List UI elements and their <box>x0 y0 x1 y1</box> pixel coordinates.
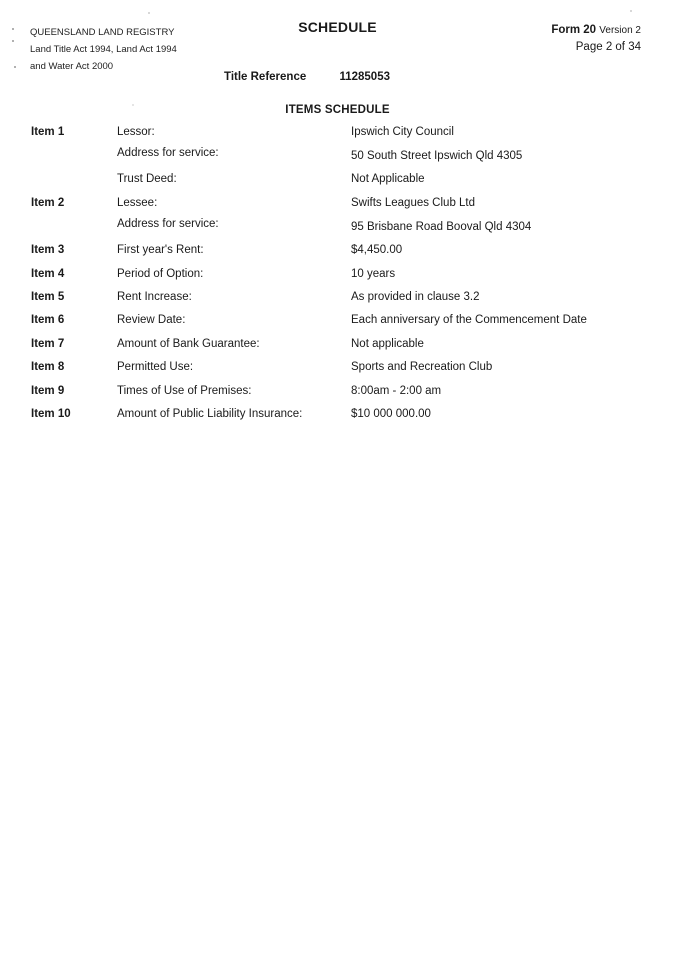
item-label: Permitted Use: <box>117 361 194 374</box>
item-value: $4,450.00 <box>351 244 403 257</box>
form-version: Version 2 <box>599 25 641 36</box>
item-value: Not applicable <box>351 337 424 350</box>
schedule-row <box>31 408 651 431</box>
item-label: Review Date: <box>117 314 186 327</box>
item-value: 95 Brisbane Road Booval Qld 4304 <box>351 221 532 234</box>
items-schedule-heading: ITEMS SCHEDULE <box>285 104 390 116</box>
item-label: Times of Use of Premises: <box>117 384 252 397</box>
title-reference-value: 11285053 <box>339 71 390 83</box>
schedule-row <box>31 149 651 173</box>
page-number: Page 2 of 34 <box>575 41 641 53</box>
item-value: 10 years <box>351 267 396 280</box>
items-schedule-table <box>31 126 651 431</box>
schedule-row <box>31 314 651 337</box>
form-name: Form 20 <box>551 24 597 36</box>
item-label: Address for service: <box>117 218 219 231</box>
item-number: Item 4 <box>31 267 65 280</box>
item-number: Item 7 <box>31 337 65 350</box>
scan-speck <box>14 66 16 68</box>
item-value: Swifts Leagues Club Ltd <box>351 196 476 209</box>
item-value: 50 South Street Ipswich Qld 4305 <box>351 150 523 163</box>
item-number: Item 5 <box>31 290 65 303</box>
scan-speck <box>148 12 150 14</box>
schedule-row <box>31 244 651 267</box>
schedule-row <box>31 126 651 149</box>
item-value: Not Applicable <box>351 173 425 186</box>
schedule-row <box>31 220 651 244</box>
item-value: $10 000 000.00 <box>351 407 431 420</box>
item-number: Item 2 <box>31 196 65 209</box>
item-label: Trust Deed: <box>117 173 177 186</box>
scan-speck <box>12 40 14 42</box>
item-value: As provided in clause 3.2 <box>351 290 480 303</box>
document-title: SCHEDULE <box>298 19 377 35</box>
schedule-row <box>31 268 651 291</box>
schedule-row <box>31 338 651 361</box>
item-number: Item 8 <box>31 361 65 374</box>
item-number: Item 6 <box>31 314 65 327</box>
schedule-row <box>31 173 651 196</box>
registry-name: QUEENSLAND LAND REGISTRY <box>30 27 175 38</box>
item-label: Lessor: <box>117 126 155 138</box>
title-reference <box>224 71 390 83</box>
item-value: Each anniversary of the Commencement Date <box>351 314 587 327</box>
item-number: Item 10 <box>31 407 71 420</box>
schedule-row <box>31 361 651 384</box>
item-label: Period of Option: <box>117 267 204 280</box>
title-reference-label: Title Reference <box>224 71 307 83</box>
scan-speck <box>132 104 134 106</box>
item-label: First year's Rent: <box>117 244 204 257</box>
item-value: Sports and Recreation Club <box>351 361 493 374</box>
scan-speck <box>630 10 632 12</box>
item-value: Ipswich City Council <box>351 126 454 138</box>
form-info-block <box>551 22 641 56</box>
item-label: Amount of Public Liability Insurance: <box>117 407 303 420</box>
item-label: Amount of Bank Guarantee: <box>117 337 260 350</box>
item-number: Item 9 <box>31 384 65 397</box>
schedule-row <box>31 291 651 314</box>
item-number: Item 1 <box>31 126 65 138</box>
registry-act-line-1: Land Title Act 1994, Land Act 1994 <box>30 44 177 55</box>
scan-speck <box>12 28 14 30</box>
item-label: Rent Increase: <box>117 290 192 303</box>
item-number: Item 3 <box>31 244 65 257</box>
item-value: 8:00am - 2:00 am <box>351 384 442 397</box>
schedule-row <box>31 197 651 220</box>
item-label: Address for service: <box>117 147 219 160</box>
item-label: Lessee: <box>117 196 158 209</box>
registry-act-line-2: and Water Act 2000 <box>30 61 114 72</box>
schedule-row <box>31 385 651 408</box>
form-line <box>551 22 641 39</box>
